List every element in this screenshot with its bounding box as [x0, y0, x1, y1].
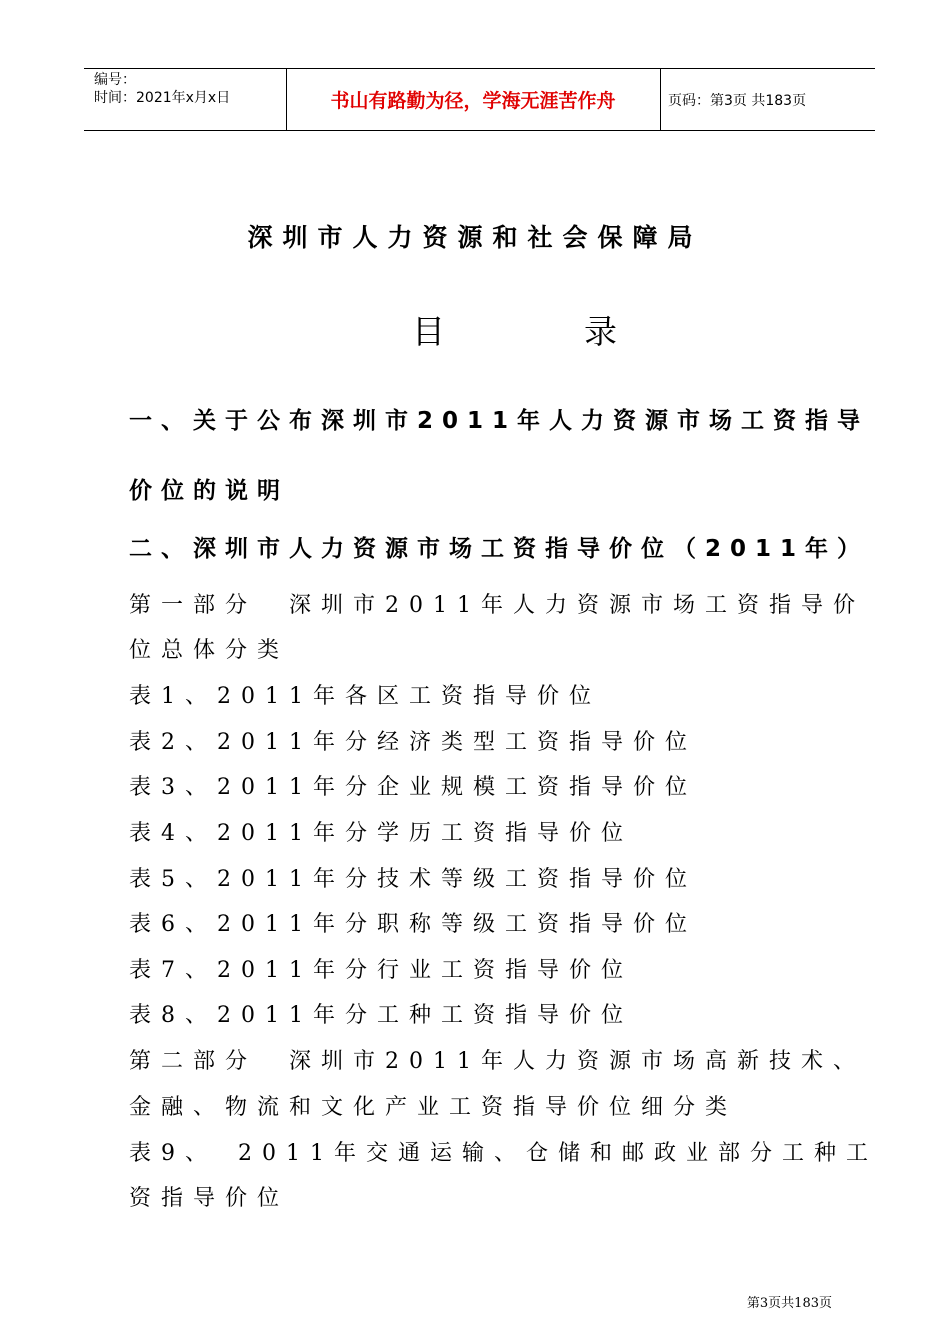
page-footer: 第3页共183页 — [746, 1296, 832, 1311]
toc-line: 第二部分 深圳市2011年人力资源市场高新技术、 — [129, 1049, 865, 1074]
toc-line: 金融、物流和文化产业工资指导价位细分类 — [129, 1095, 738, 1120]
toc-line: 表7、2011年分行业工资指导价位 — [129, 958, 633, 983]
toc-line: 一、关于公布深圳市2011年人力资源市场工资指导 — [129, 408, 870, 434]
toc-line: 表3、2011年分企业规模工资指导价位 — [129, 775, 697, 800]
motto: 书山有路勤为径，学海无涯苦作舟 — [330, 90, 616, 112]
header-divider — [660, 69, 661, 130]
toc-line: 表6、2011年分职称等级工资指导价位 — [129, 912, 697, 937]
time-label: 时间：2021年x月x日 — [94, 90, 231, 106]
toc-line: 资指导价位 — [129, 1186, 290, 1211]
toc-line: 表8、2011年分工种工资指导价位 — [129, 1003, 633, 1028]
toc-line: 表1、2011年各区工资指导价位 — [129, 684, 601, 709]
toc-line: 表4、2011年分学历工资指导价位 — [129, 821, 633, 846]
toc-line: 表2、2011年分经济类型工资指导价位 — [129, 730, 697, 755]
page-info: 页码：第3页 共183页 — [668, 92, 807, 109]
toc-title — [0, 306, 950, 350]
toc-title-left: 目 — [412, 312, 445, 351]
number-label: 编号： — [94, 72, 136, 88]
header-meta — [94, 71, 230, 107]
toc-line: 第一部分 深圳市2011年人力资源市场工资指导价 — [129, 593, 865, 618]
toc-line: 价位的说明 — [129, 478, 289, 504]
page-header — [84, 68, 875, 131]
toc-line: 表9、 2011年交通运输、仓储和邮政业部分工种工 — [129, 1141, 878, 1166]
toc-title-right: 录 — [584, 312, 617, 351]
toc-line: 位总体分类 — [129, 638, 290, 663]
toc-line: 二、深圳市人力资源市场工资指导价位（2011年） — [129, 536, 870, 562]
toc-line: 表5、2011年分技术等级工资指导价位 — [129, 867, 697, 892]
org-title: 深圳市人力资源和社会保障局 — [247, 223, 703, 252]
